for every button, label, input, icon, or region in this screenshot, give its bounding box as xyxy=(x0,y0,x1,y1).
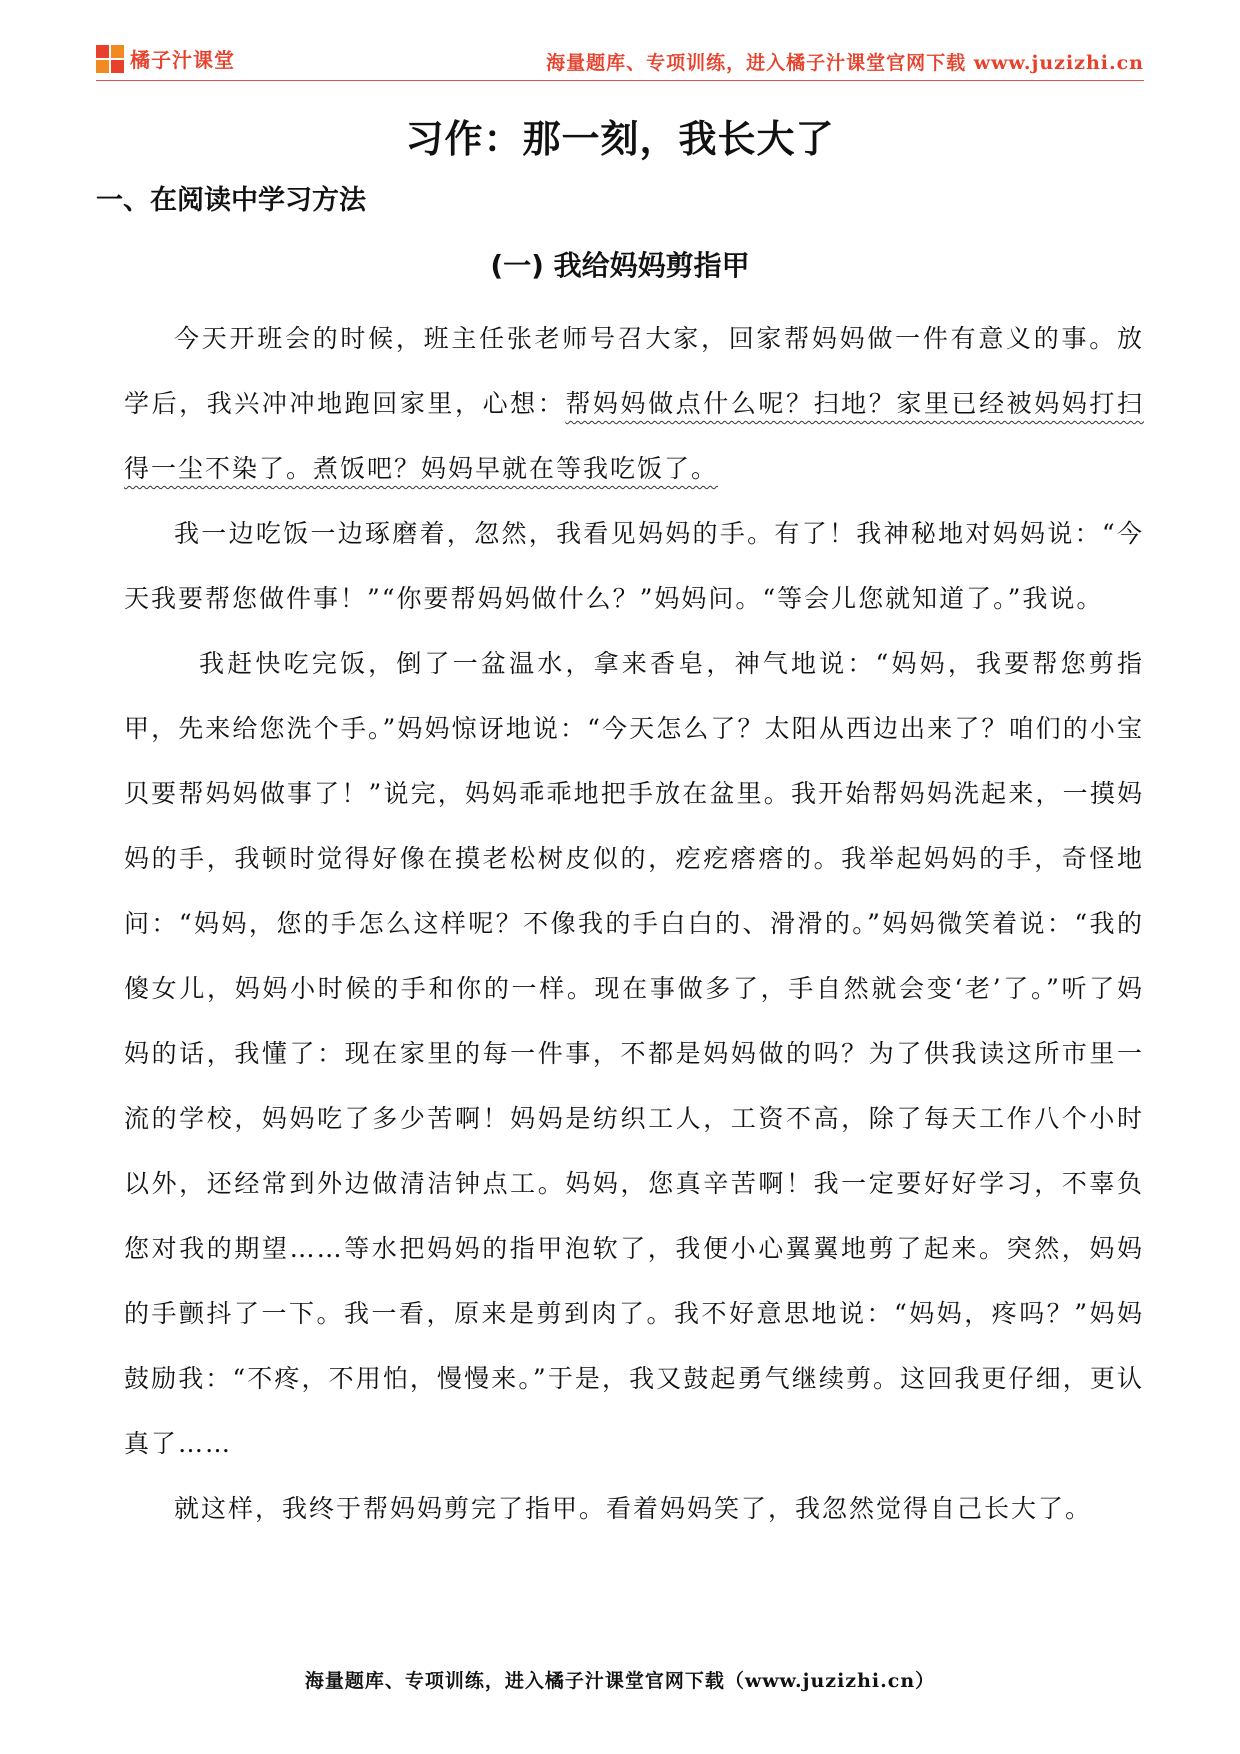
logo-text: 橘子汁课堂 xyxy=(130,48,235,72)
page-footer: 海量题库、专项训练，进入橘子汁课堂官网下载（www.juzizhi.cn） xyxy=(304,1670,936,1692)
paragraph-1 xyxy=(124,306,1144,501)
section-heading: 一、在阅读中学习方法 xyxy=(96,185,366,216)
paragraph-4: 就这样，我终于帮妈妈剪完了指甲。看着妈妈笑了，我忽然觉得自己长大了。 xyxy=(174,1494,1093,1523)
page-title: 习作：那一刻，我长大了 xyxy=(405,117,835,161)
paragraph-2: 我一边吃饭一边琢磨着，忽然，我看见妈妈的手。有了！我神秘地对妈妈说：“今天我要帮您做件事！”“你要帮妈妈做什么？”妈妈问。“等会儿您就知道了。”我说。 xyxy=(124,519,1144,613)
header-divider xyxy=(96,80,1144,81)
wavy-underlined-text: 帮妈妈做点什么呢？扫地？家里已经被妈妈打扫得一尘不染了。煮饭吧？妈妈早就在等我吃饭了。 xyxy=(124,389,1144,483)
header-promo-text: 海量题库、专项训练，进入橘子汁课堂官网下载 www.juzizhi.cn xyxy=(546,52,1144,74)
logo-icon xyxy=(96,45,124,73)
essay-body xyxy=(124,306,1144,1541)
site-logo xyxy=(96,44,235,73)
page-header xyxy=(96,40,1144,80)
paragraph-1-text: 今天开班会的时候，班主任张老师号召大家，回家帮妈妈做一件有意义的事。放学后，我兴冲冲地跑回家里，心想： xyxy=(124,324,1144,418)
paragraph-3: 我赶快吃完饭，倒了一盆温水，拿来香皂，神气地说：“妈妈，我要帮您剪指甲，先来给您洗个手。”妈妈惊讶地说：“今天怎么了？太阳从西边出来了？咱们的小宝贝要帮妈妈做事了！”说完，妈妈乖乖地把手放在盆里。我开始帮妈妈洗起来，一摸妈妈的手，我顿时觉得好像在摸老松树皮似的，疙疙瘩瘩的。我举起妈妈的手，奇怪地问：“妈妈，您的手怎么这样呢？不像我的手白白的、滑滑的。”妈妈微笑着说：“我的傻女儿，妈妈小时候的手和你的一样。现在事做多了，手自然就会变‘老’了。”听了妈妈的话，我懂了：现在家里的每一件事，不都是妈妈做的吗？为了供我读这所市里一流的学校，妈妈吃了多少苦啊！妈妈是纺织工人，工资不高，除了每天工作八个小时以外，还经常到外边做清洁钟点工。妈妈，您真辛苦啊！我一定要好好学习，不辜负您对我的期望……等水把妈妈的指甲泡软了，我便小心翼翼地剪了起来。突然，妈妈的手颤抖了一下。我一看，原来是剪到肉了。我不好意思地说：“妈妈，疼吗？”妈妈鼓励我：“不疼，不用怕，慢慢来。”于是，我又鼓起勇气继续剪。这回我更仔细，更认真了…… xyxy=(124,649,1144,1458)
essay-title: (一) 我给妈妈剪指甲 xyxy=(490,249,750,282)
